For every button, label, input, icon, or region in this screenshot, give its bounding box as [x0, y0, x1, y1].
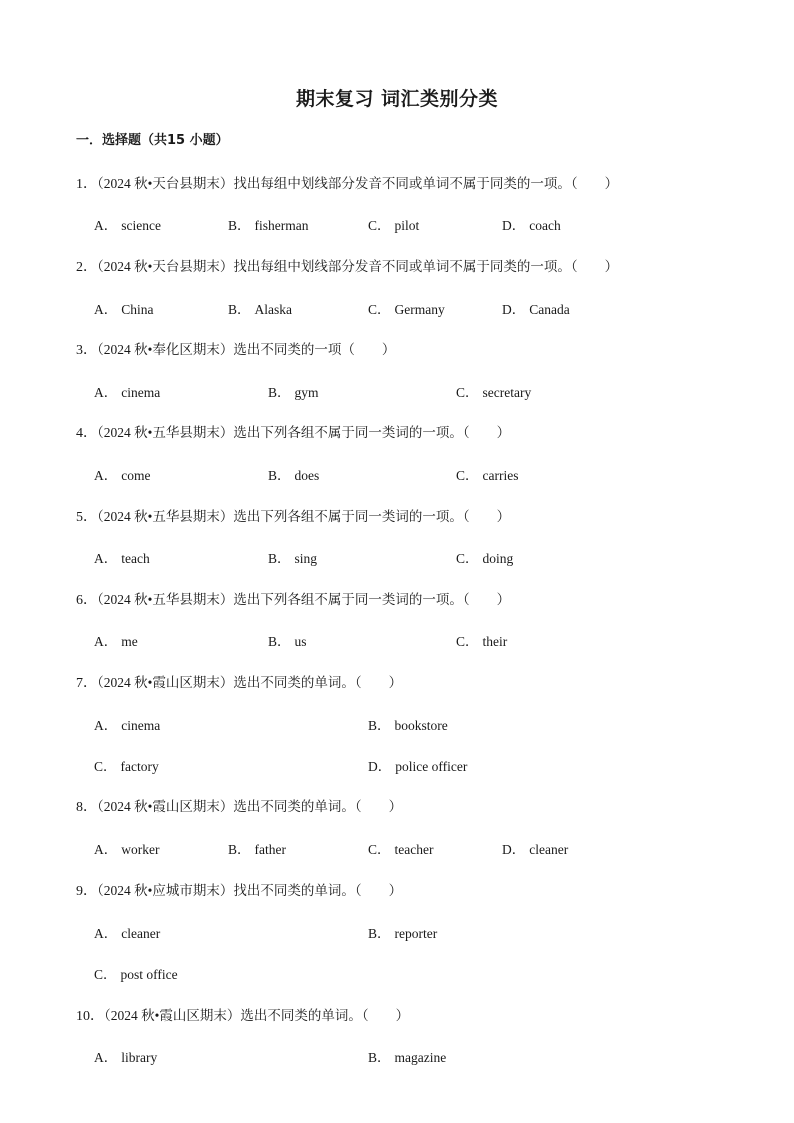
option-b[interactable] — [368, 714, 448, 734]
option-d[interactable] — [502, 838, 568, 858]
question-stem: （2024 秋•霞山区期末）选出不同类的单词。（ ） — [97, 675, 403, 690]
option-text: father — [254, 842, 286, 857]
option-letter: C． — [456, 385, 479, 400]
option-b[interactable] — [368, 922, 437, 942]
option-letter: C． — [94, 967, 117, 982]
option-letter: A． — [94, 468, 118, 483]
option-text: me — [121, 634, 138, 649]
option-letter: A． — [94, 634, 118, 649]
option-b[interactable] — [228, 838, 286, 858]
section-heading: 一．选择题（共15 小题） — [76, 133, 229, 148]
question-stem: （2024 秋•霞山区期末）选出不同类的单词。（ ） — [97, 799, 403, 814]
option-letter: C． — [368, 218, 391, 233]
option-c[interactable] — [94, 963, 178, 983]
question-number: 10． — [76, 1009, 104, 1024]
option-text: cleaner — [529, 842, 569, 857]
option-text: does — [294, 468, 320, 483]
option-text: us — [294, 634, 307, 649]
option-text: factory — [120, 759, 159, 774]
option-text: come — [121, 468, 151, 483]
option-letter: C． — [368, 842, 391, 857]
option-text: doing — [482, 551, 514, 566]
question-number: 6． — [76, 593, 97, 608]
option-letter: D． — [502, 842, 526, 857]
option-letter: C． — [456, 551, 479, 566]
option-a[interactable] — [94, 714, 160, 734]
option-text: bookstore — [394, 718, 448, 733]
option-letter: C． — [368, 302, 391, 317]
option-letter: A． — [94, 551, 118, 566]
option-text: China — [121, 302, 154, 317]
question-stem: （2024 秋•应城市期末）找出不同类的单词。（ ） — [97, 883, 403, 898]
option-text: coach — [529, 218, 561, 233]
option-text: library — [121, 1050, 158, 1065]
option-text: reporter — [394, 926, 438, 941]
option-text: fisherman — [254, 218, 309, 233]
option-text: secretary — [482, 385, 532, 400]
option-a[interactable] — [94, 922, 160, 942]
question-number: 7． — [76, 676, 97, 691]
option-b[interactable] — [228, 214, 309, 234]
question-stem: （2024 秋•五华县期末）选出下列各组不属于同一类词的一项。（ ） — [97, 425, 511, 440]
option-d[interactable] — [502, 298, 570, 318]
option-c[interactable] — [368, 214, 419, 234]
option-letter: A． — [94, 718, 118, 733]
option-letter: C． — [456, 468, 479, 483]
option-text: magazine — [394, 1050, 447, 1065]
question-number: 5． — [76, 510, 97, 525]
option-letter: B． — [368, 1050, 391, 1065]
option-text: carries — [482, 468, 519, 483]
option-letter: A． — [94, 218, 118, 233]
option-letter: A． — [94, 302, 118, 317]
option-a[interactable] — [94, 464, 151, 484]
question-number: 4． — [76, 426, 97, 441]
question-stem: （2024 秋•五华县期末）选出下列各组不属于同一类词的一项。（ ） — [97, 592, 511, 607]
option-text: sing — [294, 551, 318, 566]
question-2 — [76, 255, 618, 276]
option-letter: B． — [228, 218, 251, 233]
option-c[interactable] — [456, 464, 519, 484]
page-title: 期末复习 词汇类别分类 — [295, 88, 499, 110]
option-letter: B． — [368, 718, 391, 733]
option-text: teacher — [394, 842, 434, 857]
option-letter: A． — [94, 385, 118, 400]
option-b[interactable] — [268, 381, 319, 401]
question-number: 3． — [76, 343, 97, 358]
question-6 — [76, 588, 510, 609]
option-letter: A． — [94, 1050, 118, 1065]
option-letter: C． — [94, 759, 117, 774]
question-3 — [76, 338, 395, 359]
option-letter: B． — [268, 385, 291, 400]
option-text: cinema — [121, 718, 161, 733]
option-a[interactable] — [94, 1046, 157, 1066]
option-b[interactable] — [268, 547, 317, 567]
option-text: their — [482, 634, 508, 649]
question-number: 1． — [76, 177, 97, 192]
question-stem: （2024 秋•天台县期末）找出每组中划线部分发音不同或单词不属于同类的一项。（ ） — [97, 176, 619, 191]
option-text: cinema — [121, 385, 161, 400]
option-text: Germany — [394, 302, 445, 317]
option-a[interactable] — [94, 381, 160, 401]
option-letter: B． — [268, 468, 291, 483]
option-a[interactable] — [94, 630, 138, 650]
question-number: 9． — [76, 884, 97, 899]
option-d[interactable] — [502, 214, 561, 234]
question-stem: （2024 秋•奉化区期末）选出不同类的一项（ ） — [97, 342, 396, 357]
option-a[interactable] — [94, 547, 150, 567]
option-b[interactable] — [268, 464, 319, 484]
option-c[interactable] — [94, 755, 159, 775]
option-text: pilot — [394, 218, 420, 233]
option-a[interactable] — [94, 298, 154, 318]
option-text: police officer — [395, 759, 468, 774]
question-5 — [76, 505, 510, 526]
option-text: science — [121, 218, 161, 233]
question-4 — [76, 421, 510, 442]
question-number: 2． — [76, 260, 97, 275]
option-letter: D． — [502, 218, 526, 233]
option-letter: D． — [502, 302, 526, 317]
question-stem: （2024 秋•五华县期末）选出下列各组不属于同一类词的一项。（ ） — [97, 509, 511, 524]
option-c[interactable] — [368, 298, 445, 318]
question-stem: （2024 秋•霞山区期末）选出不同类的单词。（ ） — [104, 1008, 410, 1023]
option-letter: A． — [94, 842, 118, 857]
option-letter: B． — [268, 634, 291, 649]
question-9 — [76, 879, 402, 900]
option-letter: B． — [368, 926, 391, 941]
option-letter: B． — [268, 551, 291, 566]
question-number: 8． — [76, 800, 97, 815]
option-letter: C． — [456, 634, 479, 649]
option-d[interactable] — [368, 755, 467, 775]
option-text: worker — [121, 842, 160, 857]
option-c[interactable] — [456, 630, 507, 650]
option-text: post office — [120, 967, 178, 982]
question-7 — [76, 671, 402, 692]
question-8 — [76, 795, 402, 816]
option-letter: A． — [94, 926, 118, 941]
option-a[interactable] — [94, 214, 161, 234]
option-text: Canada — [529, 302, 570, 317]
option-text: teach — [121, 551, 150, 566]
option-a[interactable] — [94, 838, 159, 858]
option-text: cleaner — [121, 926, 161, 941]
option-letter: D． — [368, 759, 392, 774]
question-10 — [76, 1004, 409, 1025]
option-c[interactable] — [368, 838, 433, 858]
option-c[interactable] — [456, 547, 513, 567]
option-b[interactable] — [268, 630, 307, 650]
option-letter: B． — [228, 842, 251, 857]
option-text: Alaska — [254, 302, 293, 317]
option-text: gym — [294, 385, 319, 400]
option-c[interactable] — [456, 381, 531, 401]
option-letter: B． — [228, 302, 251, 317]
option-b[interactable] — [368, 1046, 446, 1066]
option-b[interactable] — [228, 298, 292, 318]
question-1 — [76, 172, 618, 193]
question-stem: （2024 秋•天台县期末）找出每组中划线部分发音不同或单词不属于同类的一项。（ ） — [97, 259, 619, 274]
